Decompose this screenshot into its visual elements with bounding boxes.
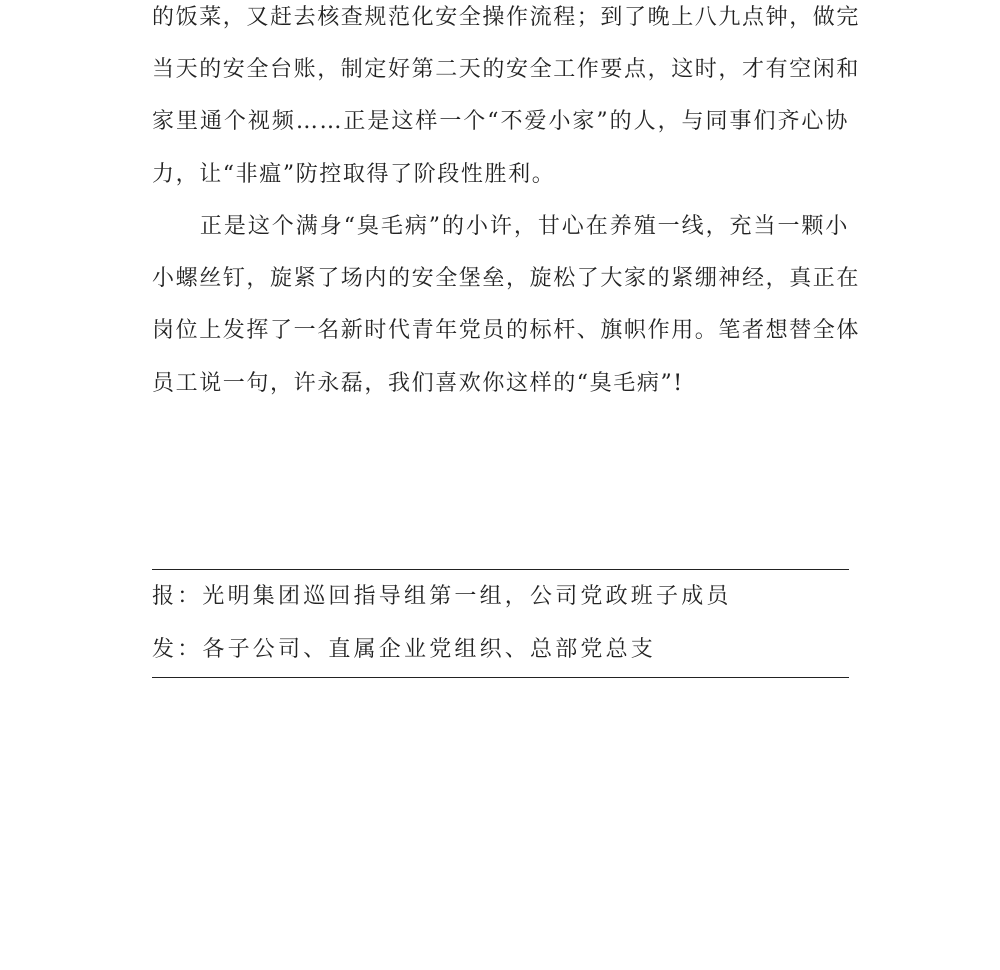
text-line: 岗位上发挥了一名新时代青年党员的标杆、旗帜作用。笔者想替全体 [152, 318, 861, 343]
top-divider [152, 569, 849, 570]
text-line: 力，让“非瘟”防控取得了阶段性胜利。 [152, 162, 556, 187]
text-line: 正是这个满身“臭毛病”的小许，甘心在养殖一线，充当一颗小 [152, 214, 849, 239]
send-to-line: 发：各子公司、直属企业党组织、总部党总支 [152, 637, 657, 662]
report-to-line: 报：光明集团巡回指导组第一组，公司党政班子成员 [152, 584, 732, 609]
text-line: 员工说一句，许永磊，我们喜欢你这样的“臭毛病”! [152, 371, 684, 396]
bottom-divider [152, 677, 849, 678]
text-line: 当天的安全台账，制定好第二天的安全工作要点，这时，才有空闲和 [152, 57, 861, 82]
text-line: 的饭菜，又赶去核查规范化安全操作流程；到了晚上八九点钟，做完 [152, 5, 861, 30]
text-line: 小螺丝钉，旋紧了场内的安全堡垒，旋松了大家的紧绷神经，真正在 [152, 266, 861, 291]
text-line: 家里通个视频……正是这样一个“不爱小家”的人，与同事们齐心协 [152, 109, 849, 134]
